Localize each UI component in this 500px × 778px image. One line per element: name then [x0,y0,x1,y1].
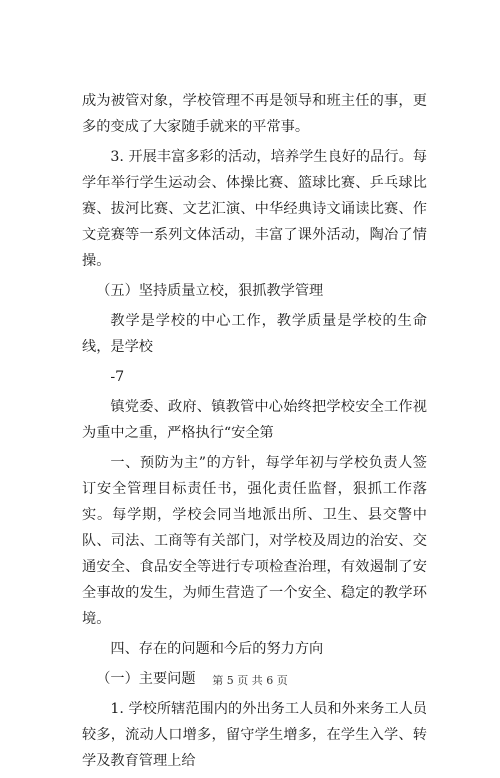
paragraph-teaching: 教学是学校的中心工作，教学质量是学校的生命线，是学校 [82,313,427,355]
section-heading-quality: （五）坚持质量立校，狠抓教学管理 [96,283,324,299]
section-heading-problems: 四、存在的问题和今后的努力方向 [110,641,324,657]
paragraph-migrant-workers: 1. 学校所辖范围内的外出务工人员和外来务工人员较多，流动人口增多，留守学生增多，在学生入学、转学及教育管理上给 [82,701,427,769]
paragraph-activities: 3. 开展丰富多彩的活动，培养学生良好的品行。每学年举行学生运动会、体操比赛、篮球比赛、乒乓球比赛、拔河比赛、文艺汇演、中华经典诗文诵读比赛、作文竞赛等一系列文体活动，丰富了课外活动，陶冶了情操。 [82,149,427,269]
paragraph-management-continued: 成为被管对象，学校管理不再是领导和班主任的事，更多的变成了大家随手就来的平常事。 [82,93,427,135]
paragraph-safety-policy: 一、预防为主”的方针，每学年初与学校负责人签订安全管理目标责任书，强化责任监督，狠抓工作落实。每学期，学校会同当地派出所、卫生、县交警中队、司法、工商等有关部门，对学校及周边的治安、交通安全、食品安全等进行专项检查治理，有效遏制了安全事故的发生，为师生营造了一个安全、稳定的教学环境。 [82,455,427,627]
page-number-footer: 第 5 页 共 6 页 [212,674,288,687]
subsection-heading-main-problems: （一）主要问题 [96,671,196,687]
page-fragment-marker: -7 [110,369,125,385]
paragraph-safety-intro: 镇党委、政府、镇教管中心始终把学校安全工作视为重中之重，严格执行“安全第 [82,399,427,441]
